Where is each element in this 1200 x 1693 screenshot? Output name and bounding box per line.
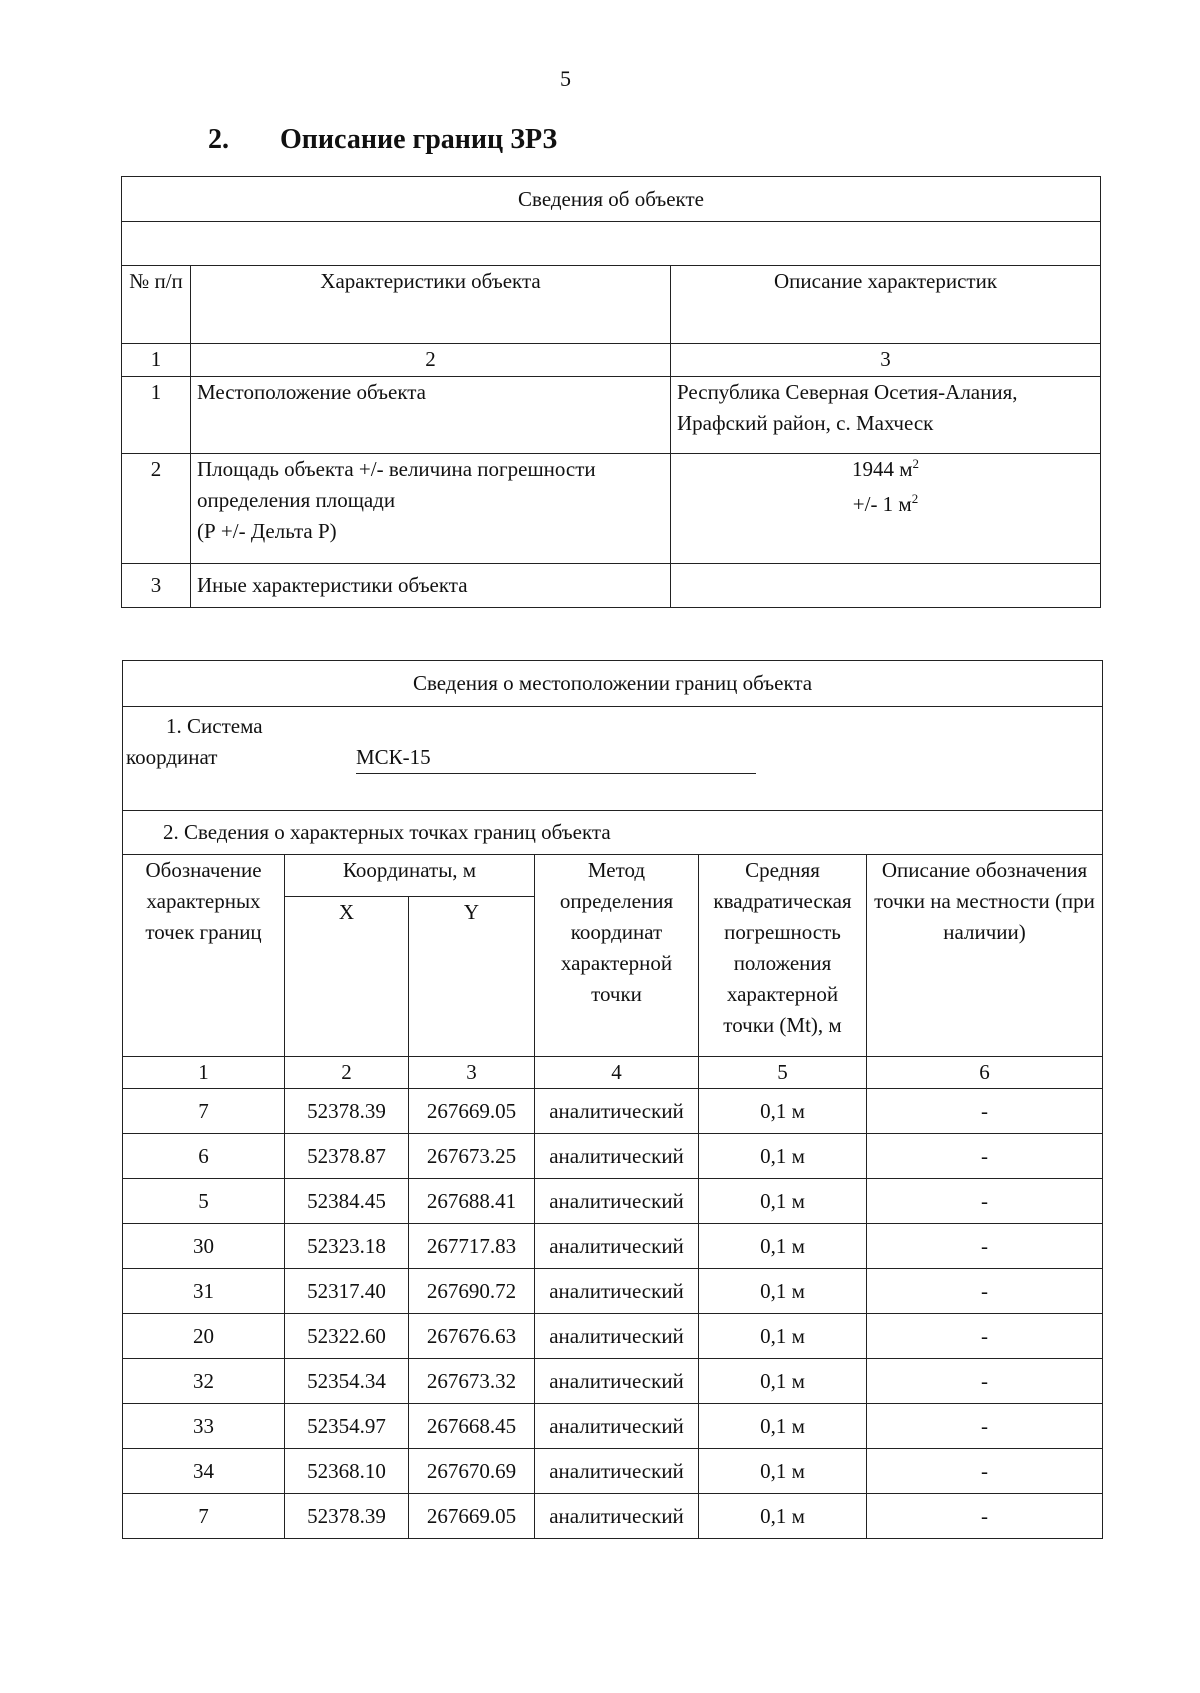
point-y: 267668.45 xyxy=(409,1404,535,1449)
header-description: Описание обозначения точки на местности (при наличии) xyxy=(867,855,1103,1057)
point-x: 52378.39 xyxy=(285,1494,409,1539)
empty-row xyxy=(122,222,1101,266)
point-y: 267673.25 xyxy=(409,1134,535,1179)
error-unit-exponent: 2 xyxy=(911,491,919,506)
table-row xyxy=(123,1089,1103,1134)
point-id: 7 xyxy=(123,1089,285,1134)
point-x: 52384.45 xyxy=(285,1179,409,1224)
coord-system-value: МСК-15 xyxy=(356,742,756,774)
points-title: 2. Сведения о характерных точках границ объекта xyxy=(123,811,1103,855)
header-characteristics: Характеристики объекта xyxy=(191,266,671,344)
header-method: Метод определения координат характерной точки xyxy=(535,855,699,1057)
point-description: - xyxy=(867,1449,1103,1494)
col-number-2: 2 xyxy=(191,344,671,377)
col-number: 6 xyxy=(867,1057,1103,1089)
header-y: Y xyxy=(409,897,535,1057)
boundary-table xyxy=(122,660,1103,1539)
header-error: Средняя квадратическая погрешность положения характерной точки (Mt), м xyxy=(699,855,867,1057)
point-x: 52323.18 xyxy=(285,1224,409,1269)
point-description: - xyxy=(867,1359,1103,1404)
area-name-line: Площадь объекта +/- величина погрешности xyxy=(197,457,596,481)
point-error: 0,1 м xyxy=(699,1134,867,1179)
col-number: 1 xyxy=(123,1057,285,1089)
point-method: аналитический xyxy=(535,1314,699,1359)
header-x: X xyxy=(285,897,409,1057)
point-y: 267669.05 xyxy=(409,1494,535,1539)
point-error: 0,1 м xyxy=(699,1359,867,1404)
point-description: - xyxy=(867,1089,1103,1134)
point-method: аналитический xyxy=(535,1179,699,1224)
area-name-line: определения площади xyxy=(197,488,396,512)
location-line: Ирафский район, с. Махческ xyxy=(677,411,934,435)
table-row xyxy=(123,1449,1103,1494)
characteristic-location: Местоположение объекта xyxy=(191,377,671,454)
point-method: аналитический xyxy=(535,1359,699,1404)
point-id: 30 xyxy=(123,1224,285,1269)
section-heading xyxy=(208,124,557,156)
section-title: Описание границ ЗРЗ xyxy=(280,124,558,155)
header-coordinates: Координаты, м xyxy=(285,855,535,897)
point-id: 6 xyxy=(123,1134,285,1179)
section-number: 2. xyxy=(208,124,229,155)
point-id: 33 xyxy=(123,1404,285,1449)
table-row xyxy=(123,1179,1103,1224)
boundary-title: Сведения о местоположении границ объекта xyxy=(123,661,1103,707)
point-method: аналитический xyxy=(535,1449,699,1494)
characteristic-area xyxy=(191,454,671,564)
table-row xyxy=(123,1494,1103,1539)
area-name-line: (Р +/- Дельта Р) xyxy=(197,519,337,543)
table-row xyxy=(123,1224,1103,1269)
points-body xyxy=(123,1089,1103,1539)
point-y: 267688.41 xyxy=(409,1179,535,1224)
area-value xyxy=(671,454,1101,564)
point-description: - xyxy=(867,1314,1103,1359)
point-description: - xyxy=(867,1134,1103,1179)
header-description: Описание характеристик xyxy=(671,266,1101,344)
point-x: 52378.87 xyxy=(285,1134,409,1179)
header-designation: Обозначение характерных точек границ xyxy=(123,855,285,1057)
object-info-title: Сведения об объекте xyxy=(122,177,1101,222)
point-description: - xyxy=(867,1404,1103,1449)
point-id: 32 xyxy=(123,1359,285,1404)
point-description: - xyxy=(867,1494,1103,1539)
point-method: аналитический xyxy=(535,1224,699,1269)
point-method: аналитический xyxy=(535,1494,699,1539)
col-number: 2 xyxy=(285,1057,409,1089)
point-method: аналитический xyxy=(535,1269,699,1314)
coord-system-label: 1. Система xyxy=(166,714,263,738)
coord-system-label: координат xyxy=(126,745,218,769)
point-error: 0,1 м xyxy=(699,1404,867,1449)
point-y: 267717.83 xyxy=(409,1224,535,1269)
area-error: +/- 1 м xyxy=(852,492,912,516)
point-id: 34 xyxy=(123,1449,285,1494)
col-number-3: 3 xyxy=(671,344,1101,377)
area-unit-exponent: 2 xyxy=(912,456,920,471)
col-number: 5 xyxy=(699,1057,867,1089)
col-number: 4 xyxy=(535,1057,699,1089)
characteristic-other: Иные характеристики объекта xyxy=(191,564,671,608)
table-row xyxy=(123,1269,1103,1314)
page-number: 5 xyxy=(560,66,571,91)
row-number: 2 xyxy=(122,454,191,564)
point-description: - xyxy=(867,1269,1103,1314)
point-y: 267670.69 xyxy=(409,1449,535,1494)
location-line: Республика Северная Осетия-Алания, xyxy=(677,380,1018,404)
point-id: 7 xyxy=(123,1494,285,1539)
coordinate-system xyxy=(123,707,1103,811)
point-description: - xyxy=(867,1179,1103,1224)
point-method: аналитический xyxy=(535,1404,699,1449)
point-x: 52354.34 xyxy=(285,1359,409,1404)
point-y: 267690.72 xyxy=(409,1269,535,1314)
point-x: 52368.10 xyxy=(285,1449,409,1494)
other-value xyxy=(671,564,1101,608)
table-row xyxy=(123,1314,1103,1359)
point-y: 267676.63 xyxy=(409,1314,535,1359)
location-value xyxy=(671,377,1101,454)
point-error: 0,1 м xyxy=(699,1179,867,1224)
table-row xyxy=(123,1134,1103,1179)
table-row xyxy=(123,1359,1103,1404)
point-error: 0,1 м xyxy=(699,1089,867,1134)
header-number: № п/п xyxy=(122,266,191,344)
point-x: 52354.97 xyxy=(285,1404,409,1449)
point-id: 20 xyxy=(123,1314,285,1359)
point-id: 5 xyxy=(123,1179,285,1224)
point-error: 0,1 м xyxy=(699,1449,867,1494)
table-row xyxy=(123,1404,1103,1449)
point-y: 267669.05 xyxy=(409,1089,535,1134)
row-number: 3 xyxy=(122,564,191,608)
point-error: 0,1 м xyxy=(699,1224,867,1269)
point-x: 52317.40 xyxy=(285,1269,409,1314)
point-error: 0,1 м xyxy=(699,1314,867,1359)
point-x: 52378.39 xyxy=(285,1089,409,1134)
object-info-table xyxy=(121,176,1101,608)
point-x: 52322.60 xyxy=(285,1314,409,1359)
col-number: 3 xyxy=(409,1057,535,1089)
row-number: 1 xyxy=(122,377,191,454)
point-method: аналитический xyxy=(535,1089,699,1134)
point-error: 0,1 м xyxy=(699,1494,867,1539)
point-id: 31 xyxy=(123,1269,285,1314)
point-method: аналитический xyxy=(535,1134,699,1179)
point-description: - xyxy=(867,1224,1103,1269)
col-number-1: 1 xyxy=(122,344,191,377)
area: 1944 м xyxy=(851,457,913,481)
point-error: 0,1 м xyxy=(699,1269,867,1314)
point-y: 267673.32 xyxy=(409,1359,535,1404)
